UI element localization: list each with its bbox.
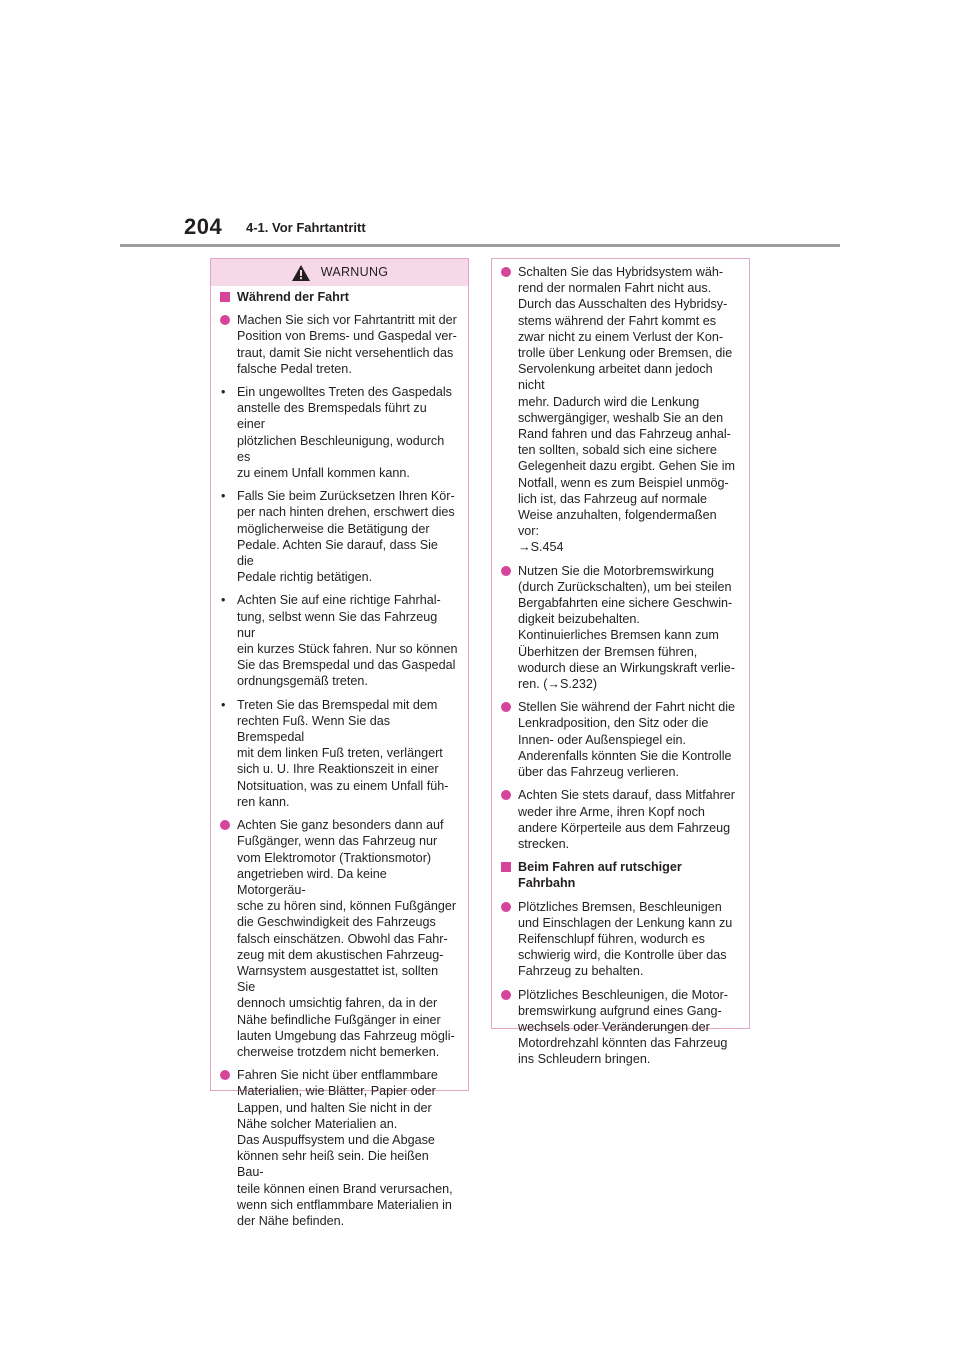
- item-text: Achten Sie ganz besonders dann auf Fußgänger, wenn das Fahrzeug nur vom Elektromotor (Traktionsmotor) angetrieben wird. Da keine Motorgeräu- sche zu hören sind, können Fußgänger die Geschwindigkeit des Fahrzeugs falsch einschätzen. Obwohl das Fahr- zeug mit dem akustischen Fahrzeug- Warnsystem ausgestattet ist, sollten Sie dennoch umsichtig fahren, da in der Nähe befindliche Fußgänger in einer lauten Umgebung das Fahrzeug mögli- cherweise trotzdem nicht bemerken.: [237, 818, 457, 1059]
- sub-item-text: Ein ungewolltes Treten des Gaspedals anstelle des Bremspedals führt zu einer plötzlichen Beschleunigung, wodurch es zu einem Unfall kommen kann.: [237, 385, 452, 481]
- small-bullet-icon: •: [221, 489, 226, 504]
- section-heading: [219, 289, 458, 305]
- sub-list-item: [219, 697, 458, 810]
- sub-list-item: [219, 488, 458, 585]
- small-bullet-icon: •: [221, 593, 226, 608]
- sub-list-item: [219, 592, 458, 689]
- circle-bullet-icon: [219, 312, 237, 377]
- circle-bullet-icon: [500, 264, 518, 556]
- item-text: Plötzliches Bremsen, Beschleunigen und Einschlagen der Lenkung kann zu Reifenschlupf führen, wodurch es schwierig wird, die Kontrolle über das Fahrzeug zu behalten.: [518, 899, 733, 979]
- item-text: Plötzliches Beschleunigen, die Motor- bremswirkung aufgrund eines Gang- wechsels oder Veränderungen der Motordrehzahl könnten das Fahrzeug ins Schleudern bringen.: [518, 987, 729, 1067]
- small-bullet-icon: •: [221, 697, 226, 712]
- list-item: [500, 264, 739, 556]
- list-item: [219, 817, 458, 1060]
- list-item: [500, 987, 739, 1068]
- circle-bullet-icon: [500, 563, 518, 693]
- circle-bullet-icon: [500, 699, 518, 780]
- square-bullet-icon: [219, 289, 237, 305]
- item-text: Fahren Sie nicht über entflammbare Materialien, wie Blätter, Papier oder Lappen, und halten Sie nicht in der Nähe solcher Materialien an. Das Auspuffsystem und die Abgase können sehr heiß sein. Die heißen Bau- teile können einen Brand verursachen, wenn sich entflammbare Materialien in der Nähe befinden.: [237, 1068, 453, 1228]
- warning-title: WARNUNG: [320, 265, 389, 280]
- warning-triangle-icon: [291, 264, 311, 282]
- item-text: Stellen Sie während der Fahrt nicht die Lenkradposition, den Sitz oder die Innen- oder Außenspiegel ein. Anderenfalls könnten Sie die Kontrolle über das Fahrzeug verlieren.: [518, 700, 736, 780]
- list-item: [500, 699, 739, 780]
- section-title: 4-1. Vor Fahrtantritt: [246, 220, 366, 235]
- header-divider: [120, 244, 840, 247]
- sub-item-text: Falls Sie beim Zurücksetzen Ihren Kör- per nach hinten drehen, erschwert dies möglicherweise die Betätigung der Pedale. Achten Sie darauf, dass Sie die Pedale richtig betätigen.: [237, 489, 455, 585]
- circle-bullet-icon: [500, 987, 518, 1068]
- page-number: 204: [184, 214, 223, 239]
- heading-text: Beim Fahren auf rutschiger Fahrbahn: [518, 860, 682, 891]
- sub-item-text: Achten Sie auf eine richtige Fahrhal- tung, selbst wenn Sie das Fahrzeug nur ein kurzes Stück fahren. Nur so können Sie das Bremspedal und das Gaspedal ordnungsgemäß treten.: [237, 593, 458, 689]
- small-bullet-icon: •: [221, 385, 226, 400]
- item-text: Nutzen Sie die Motorbremswirkung (durch Zurückschalten), um bei steilen Bergabfahrten eine sichere Geschwin- digkeit beizubehalten. Kontinuierliches Bremsen kann zum Überhitzen der Bremsen führen, wodurch diese an Wirkungskraft verlie- ren. (→S.232): [518, 563, 735, 692]
- item-text: Schalten Sie das Hybridsystem wäh- rend der normalen Fahrt nicht aus. Durch das Ausschalten des Hybridsy- stems während der Fahrt kommt es zwar nicht zu einem Verlust der Kon- trolle über Lenkung oder Bremsen, die Servolenkung arbeitet dann jedoch nicht mehr. Dadurch wird die Lenkung schwergängiger, weshalb Sie an den Rand fahren und das Fahrzeug anhal- ten sollten, sobald sich eine sichere Gelegenheit dazu ergibt. Gehen Sie im Notfall, wenn es zum Beispiel unmög- lich ist, das Fahrzeug auf normale Weise anzuhalten, folgendermaßen vor: →S.454: [518, 265, 736, 555]
- circle-bullet-icon: [219, 817, 237, 1060]
- item-text: Machen Sie sich vor Fahrtantritt mit der Position von Brems- und Gaspedal ver- traut, damit Sie nicht versehentlich das falsche Pedal treten.: [237, 313, 457, 376]
- item-text: Achten Sie stets darauf, dass Mitfahrer weder ihre Arme, ihren Kopf noch andere Körperteile aus dem Fahrzeug strecken.: [518, 788, 735, 851]
- square-bullet-icon: [500, 859, 518, 891]
- list-item: [500, 563, 739, 693]
- list-item: [219, 1067, 458, 1229]
- warning-box-continued: [491, 258, 750, 1067]
- heading-text: Während der Fahrt: [237, 290, 349, 304]
- warning-header: [211, 259, 468, 286]
- list-item: [500, 899, 739, 980]
- warning-box: [210, 258, 469, 1228]
- sub-list-item: [219, 384, 458, 481]
- circle-bullet-icon: [219, 1067, 237, 1229]
- sub-item-text: Treten Sie das Bremspedal mit dem rechten Fuß. Wenn Sie das Bremspedal mit dem linken Fuß treten, verlängert sich u. U. Ihre Reaktionszeit in einer Notsituation, was zu einem Unfall füh- ren kann.: [237, 697, 449, 809]
- list-item: [219, 312, 458, 377]
- circle-bullet-icon: [500, 787, 518, 852]
- list-item: [500, 787, 739, 852]
- section-heading: [500, 859, 739, 891]
- circle-bullet-icon: [500, 899, 518, 980]
